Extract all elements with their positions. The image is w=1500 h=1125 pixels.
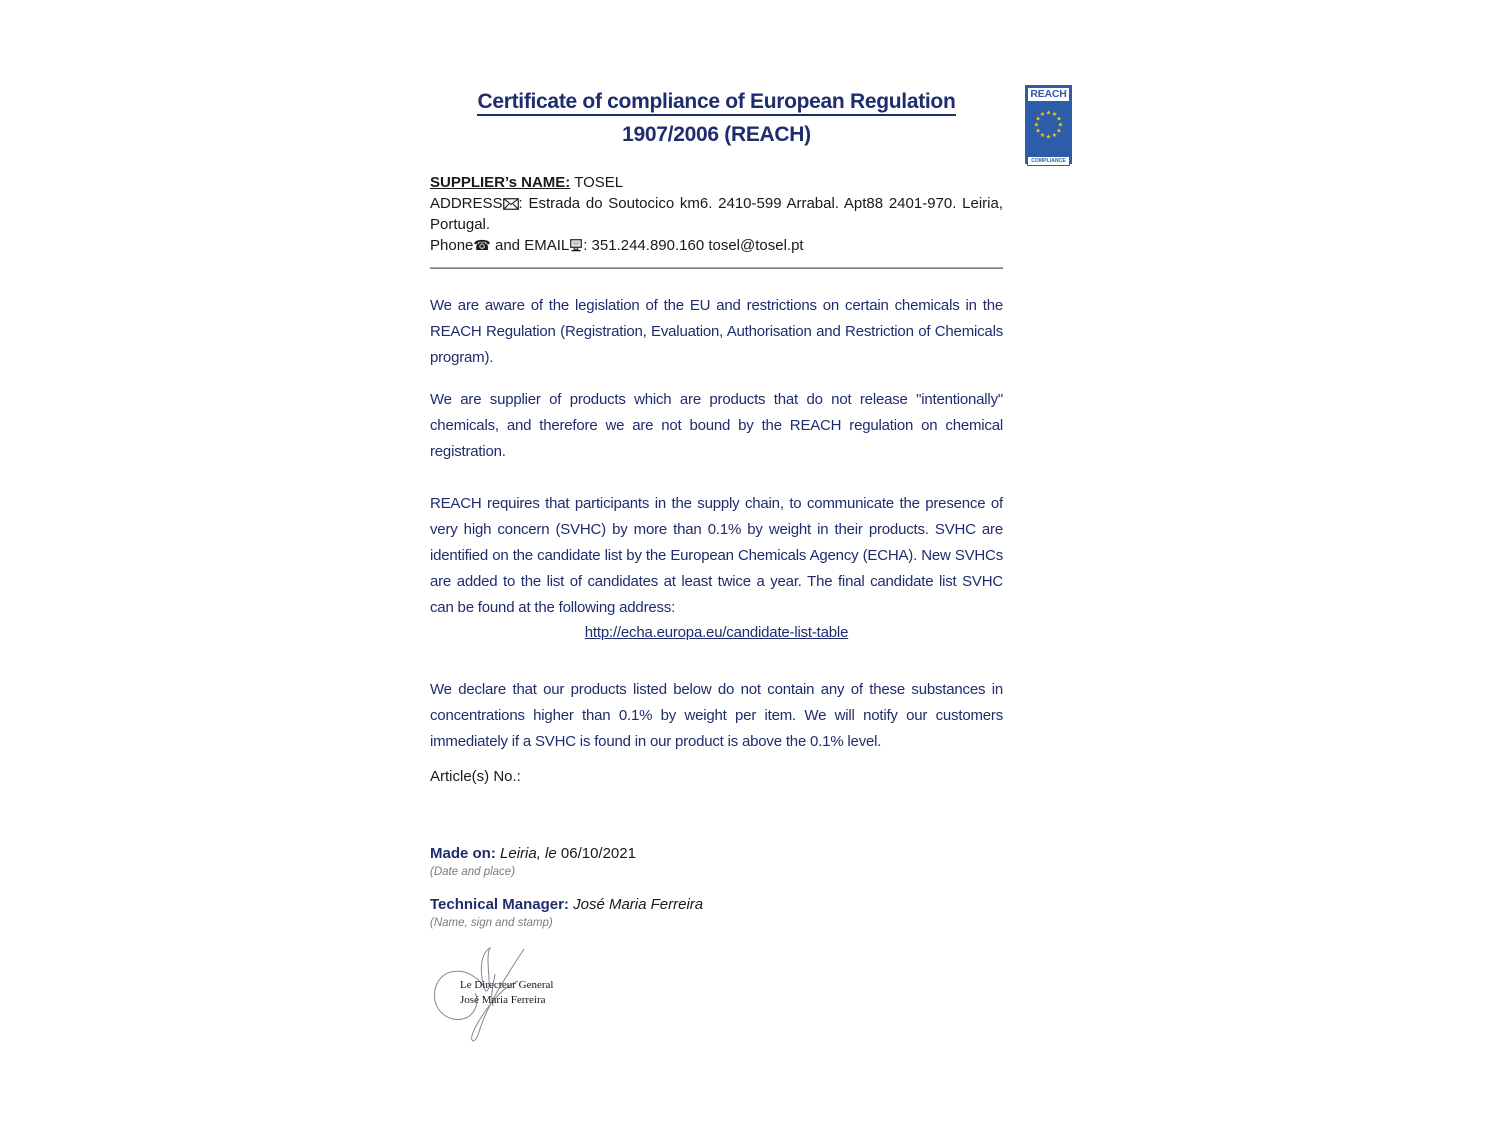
address-value: : Estrada do Soutocico km6. 2410-599 Arrabal. Apt88 2401-970. Leiria, Portugal. <box>430 195 1003 233</box>
envelope-icon <box>503 198 519 210</box>
svg-text:★: ★ <box>1051 131 1058 139</box>
svg-text:★: ★ <box>1035 115 1041 123</box>
made-on-label: Made on: <box>430 845 496 862</box>
technical-manager-line <box>430 894 1003 916</box>
address-label: ADDRESS <box>430 195 503 212</box>
made-on-line <box>430 843 1003 865</box>
supplier-name-value: TOSEL <box>574 174 624 191</box>
svg-text:★: ★ <box>1035 127 1041 135</box>
eu-stars-icon <box>1027 102 1070 156</box>
signature-stamp-text <box>460 978 553 1007</box>
signature-block <box>427 944 557 1054</box>
reach-logo-compliance-label: COMPLIANCE <box>1027 156 1070 166</box>
svg-text:★: ★ <box>1045 109 1052 117</box>
phone-label: Phone <box>430 237 474 254</box>
paragraph-awareness: We are aware of the legislation of the EU and restrictions on certain chemicals in the REACH Regulation (Registration, Evaluation, Authorisation and Restriction of Chemicals program). <box>430 297 1003 366</box>
document-body <box>430 0 1003 1054</box>
svg-text:★: ★ <box>1039 111 1046 119</box>
supplier-address-line <box>430 193 1003 235</box>
candidate-list-link[interactable]: http://echa.europa.eu/candidate-list-table <box>584 624 849 641</box>
technical-manager-name: José Maria Ferreira <box>573 896 704 913</box>
svg-text:★: ★ <box>1056 127 1062 135</box>
made-on-date: 06/10/2021 <box>560 845 636 862</box>
supplier-name-line <box>430 172 1003 193</box>
made-on-place: Leiria, le <box>500 845 557 862</box>
paragraph-declaration: We declare that our products listed below do not contain any of these substances in concentrations higher than 0.1% by weight per item. We will notify our customers immediately if a SVHC is found in our product is above the 0.1% level. <box>430 681 1003 750</box>
svg-text:★: ★ <box>1033 121 1040 129</box>
supplier-block <box>430 172 1003 257</box>
signature-title: Le Directeur General <box>460 979 554 991</box>
svg-text:★: ★ <box>1039 131 1046 139</box>
title-line2: 1907/2006 (REACH) <box>622 123 811 146</box>
technical-manager-label: Technical Manager: <box>430 896 569 913</box>
title-line1: Certificate of compliance of European Regulation <box>477 90 955 116</box>
supplier-name-label: SUPPLIER’s NAME: <box>430 174 571 191</box>
articles-no-label: Article(s) No.: <box>430 768 521 785</box>
contact-value: : 351.244.890.160 tosel@tosel.pt <box>583 237 804 254</box>
phone-icon: ☎ <box>473 238 491 254</box>
reach-logo-title: REACH <box>1027 87 1070 102</box>
date-place-note: (Date and place) <box>430 866 516 878</box>
paragraph-supplier-statement: We are supplier of products which are products that do not release "intentionally" chemicals, and therefore we are not bound by the REACH regulation on chemical registration. <box>430 391 1003 460</box>
signature-name: José Maria Ferreira <box>460 993 546 1006</box>
section-divider <box>430 267 1003 269</box>
svg-text:★: ★ <box>1051 111 1058 119</box>
name-sign-stamp-note: (Name, sign and stamp) <box>430 917 553 929</box>
paragraph-reach-requirements: REACH requires that participants in the supply chain, to communicate the presence of very high concern (SVHC) by more than 0.1% by weight in their products. SVHC are identified on the candidate list by the European Chemicals Agency (ECHA). New SVHCs are added to the list of candidates at least twice a year. The final candidate list SVHC can be found at the following address: <box>430 495 1003 616</box>
reach-compliance-logo <box>1025 85 1072 164</box>
candidate-list-link-line <box>430 623 1003 643</box>
computer-icon <box>569 239 583 252</box>
svg-text:★: ★ <box>1045 133 1052 141</box>
email-label: and EMAIL <box>490 237 570 254</box>
svg-text:★: ★ <box>1056 115 1062 123</box>
supplier-contact-line <box>430 235 1003 257</box>
svg-text:★: ★ <box>1057 121 1064 129</box>
page-title <box>430 85 1003 151</box>
